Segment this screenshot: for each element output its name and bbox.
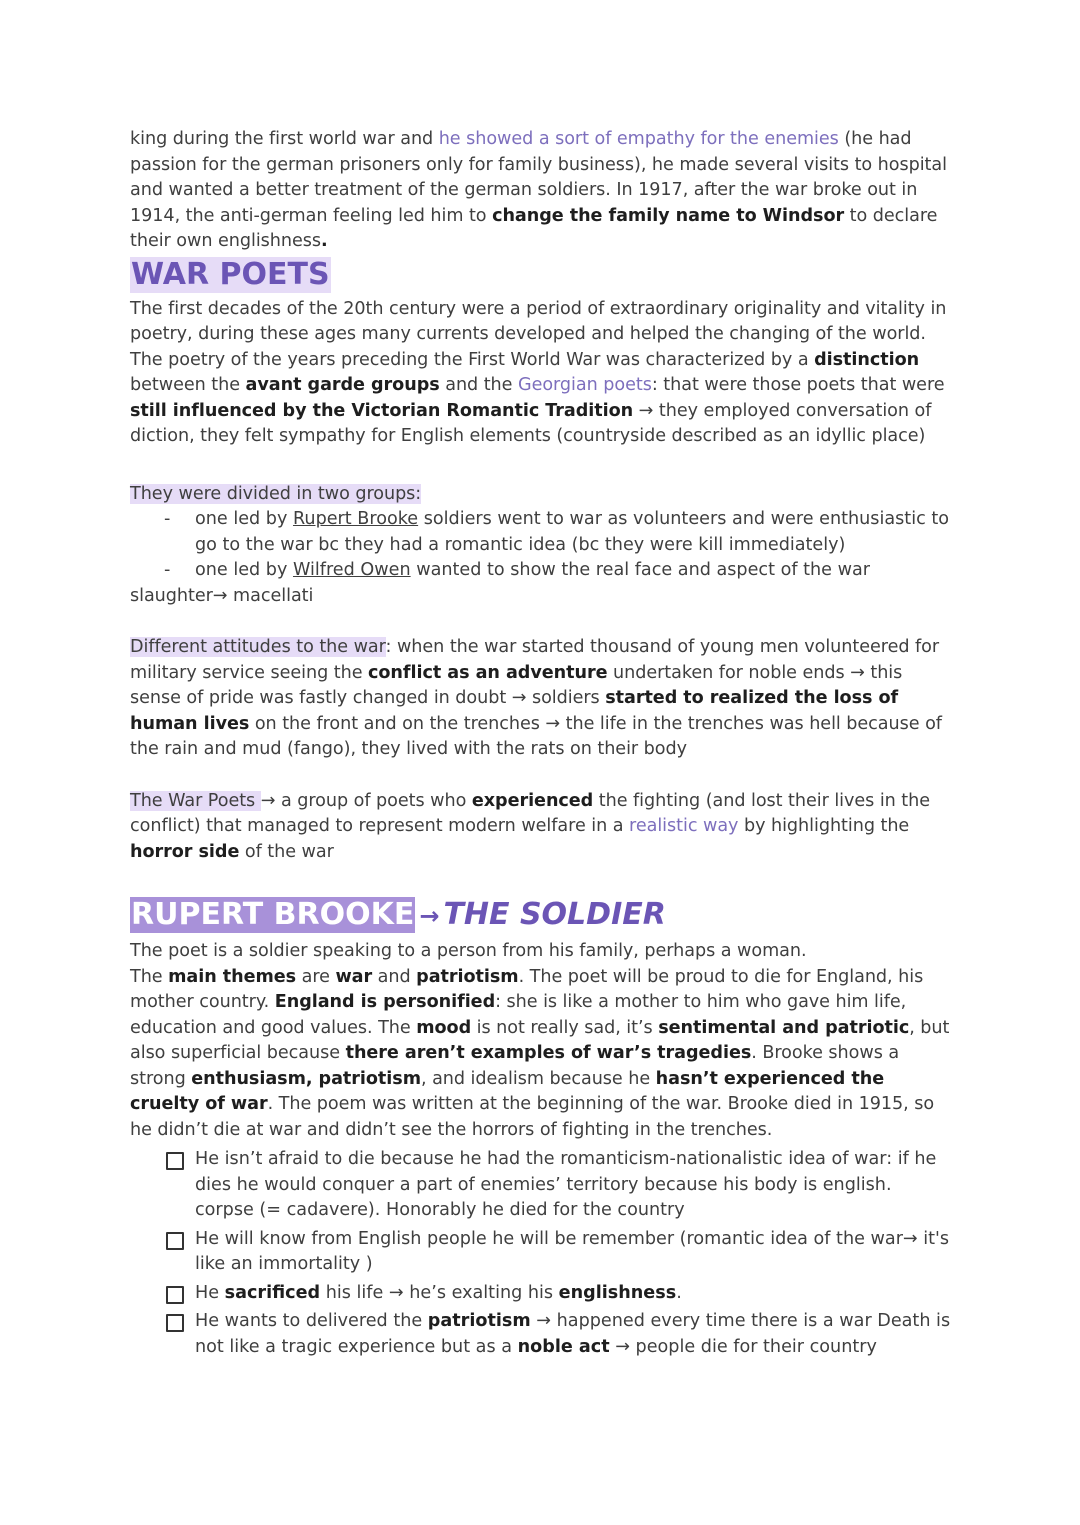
checklist-item <box>130 1309 952 1360</box>
bold-text: englishness <box>558 1282 677 1303</box>
checkbox[interactable] <box>166 1232 184 1250</box>
rupert-brooke-link: Rupert Brooke <box>292 509 419 529</box>
text: and the <box>439 375 518 395</box>
bold-text: hasn’t experienced the cruelty of war <box>130 1068 885 1114</box>
bold-text: war <box>335 966 373 987</box>
text: : that were those poets that were <box>651 375 945 395</box>
attitudes-paragraph <box>130 635 952 763</box>
text: . <box>676 1282 682 1303</box>
checklist-item <box>130 1147 952 1224</box>
text: one led by <box>195 509 293 529</box>
text: the fighting (and lost their lives in the conflict) that managed to represent modern welfare in a <box>130 790 931 836</box>
bold-text: noble act <box>517 1336 610 1357</box>
bold-text: conflict as an adventure <box>368 662 608 683</box>
text: of the war <box>239 841 334 862</box>
text: his life → he’s exalting his <box>320 1282 559 1303</box>
bold-text: enthusiasm, patriotism <box>191 1068 421 1089</box>
text: . The poem was written at the beginning of the war. Brooke died in 1915, so he didn’t die at war and didn’t see the horrors of fighting in the trenches. <box>130 1094 935 1140</box>
document-content <box>130 127 952 1363</box>
text: are <box>296 966 336 987</box>
war-poets-heading: WAR POETS <box>131 256 330 292</box>
bold-text: mood <box>416 1017 472 1038</box>
war-poets-definition <box>130 789 952 866</box>
bold-text: there aren’t examples of war’s tragedies <box>345 1043 752 1063</box>
war-poets-label: The War Poets <box>130 790 261 811</box>
groups-intro: They were divided in two groups: <box>130 483 422 504</box>
bold-text: still influenced by the Victorian Romantic Tradition <box>130 400 634 421</box>
georgian-poets-highlight: Georgian poets <box>517 375 652 395</box>
checklist-item <box>130 1281 952 1307</box>
intro-text: (he had passion for the german prisoners only for family business), he made several visits to hospital and wanted a better treatment of the german soldiers. In 1917, after the war broke out in 1914, the anti-german feeling led him to <box>130 129 947 226</box>
text: : she is like a mother to him who gave him life, education and good values. The <box>130 992 907 1038</box>
dash-bullet: - <box>164 560 171 580</box>
the-soldier-heading: THE SOLDIER <box>443 897 666 932</box>
list-item <box>130 507 952 558</box>
intro-bold-windsor: change the family name to Windsor <box>492 205 845 226</box>
checklist <box>130 1147 952 1360</box>
checkbox[interactable] <box>166 1152 184 1170</box>
text: The first decades of the 20th century were a period of extraordinary originality and vitality in poetry, during these ages many currents developed and helped the changing of the world. The poetry of the years preceding the First World War was characterized by a <box>130 298 947 370</box>
text: wanted to show the real face and aspect of the war <box>410 560 871 580</box>
bold-text: started to realized the loss of human lives <box>130 688 899 734</box>
text: He isn’t afraid to die because he had the romanticism-nationalistic idea of war: if he dies he would conquer a part of enemies’ territory because his body is english. corpse (= cadavere). Honorably he died for the country <box>195 1149 937 1220</box>
intro-paragraph <box>130 127 952 255</box>
text: and <box>372 966 417 987</box>
slaughter-note: slaughter→ macellati <box>130 585 314 606</box>
attitudes-label: Different attitudes to the war <box>130 637 386 657</box>
text: → a group of poets who <box>260 790 472 811</box>
text: : when the war started thousand of young men volunteered for military service seeing the <box>130 637 940 683</box>
intro-period: . <box>320 231 328 251</box>
dash-bullet: - <box>164 509 171 529</box>
realistic-way-highlight: realistic way <box>629 816 739 836</box>
intro-highlight-empathy: he showed a sort of empathy for the enemies <box>438 129 839 149</box>
text: undertaken for noble ends → this sense of pride was fastly changed in doubt → soldiers <box>130 662 903 708</box>
text: , and idealism because he <box>420 1068 656 1089</box>
bold-text: patriotism <box>427 1311 531 1331</box>
text: between the <box>130 375 246 395</box>
checkbox[interactable] <box>166 1286 184 1304</box>
bold-text: distinction <box>814 349 920 370</box>
intro-text: to declare their own englishness <box>130 205 938 251</box>
brooke-heading <box>130 895 952 939</box>
text: He <box>195 1282 225 1303</box>
bold-text: experienced <box>471 790 594 811</box>
bold-text: sentimental and patriotic <box>658 1017 910 1038</box>
text: . The poet will be proud to die for England, his mother country. <box>130 966 924 1012</box>
list-item <box>130 558 952 584</box>
text: by highlighting the <box>738 816 910 836</box>
text: He will know from English people he will be remember (romantic idea of the war→ it's like an immortality ) <box>195 1228 950 1274</box>
brooke-intro-line: The poet is a soldier speaking to a person from his family, perhaps a woman. <box>130 941 807 961</box>
checkbox[interactable] <box>166 1314 184 1332</box>
text: is not really sad, it’s <box>471 1017 659 1038</box>
text: , but also superficial because <box>130 1017 950 1063</box>
brooke-body-paragraph <box>130 965 952 1144</box>
text: He wants to delivered the <box>195 1311 428 1331</box>
text: → happened every time there is a war Death is not like a tragic experience but as a <box>195 1311 951 1357</box>
bold-text: main themes <box>168 966 297 987</box>
bold-text: patriotism <box>416 966 519 987</box>
wilfred-owen-link: Wilfred Owen <box>292 560 411 580</box>
rupert-brooke-heading: RUPERT BROOKE <box>131 897 415 932</box>
text: The <box>130 966 169 987</box>
arrow-icon: → <box>419 902 440 930</box>
bold-text: sacrificed <box>224 1282 321 1303</box>
text: on the front and on the trenches → the life in the trenches was hell because of the rain and mud (fango), they lived with the rats on their body <box>130 713 942 759</box>
text: one led by <box>195 560 293 580</box>
text: → they employed conversation of diction, they felt sympathy for English elements (countryside described as an idyllic place) <box>130 400 932 446</box>
text: . Brooke shows a strong <box>130 1043 900 1089</box>
groups-section <box>130 482 952 610</box>
bold-text: avant garde groups <box>245 375 440 395</box>
text: → people die for their country <box>609 1336 877 1357</box>
bold-text: horror side <box>130 841 240 862</box>
checklist-item <box>130 1227 952 1278</box>
intro-text: king during the first world war and <box>130 129 439 149</box>
text: soldiers went to war as volunteers and were enthusiastic to go to the war bc they had a romantic idea (bc they were kill immediately) <box>195 509 950 555</box>
war-poets-paragraph <box>130 297 952 450</box>
bold-text: England is personified <box>274 992 496 1012</box>
groups-list <box>130 507 952 584</box>
